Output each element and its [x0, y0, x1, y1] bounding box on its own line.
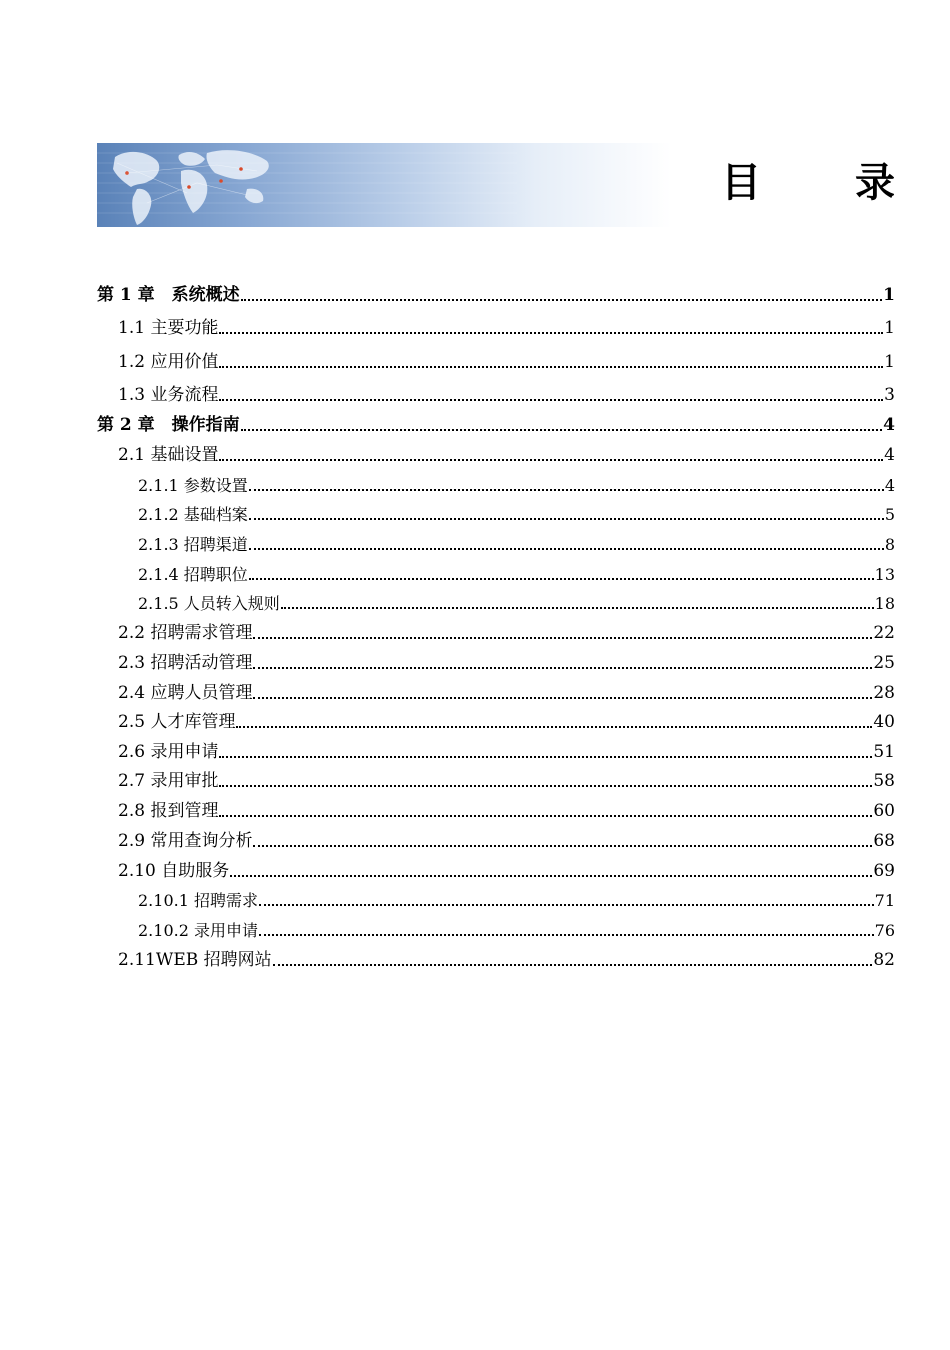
toc-label: 第 2 章 操作指南 [97, 415, 240, 435]
leader-dots [253, 831, 872, 847]
leader-dots [241, 285, 882, 301]
header-banner [97, 143, 935, 227]
toc-entry[interactable] [97, 278, 895, 304]
toc-page: 25 [873, 653, 895, 673]
leader-dots [249, 564, 874, 580]
toc-page: 76 [874, 921, 895, 940]
leader-dots [253, 653, 872, 669]
toc-label: 2.10.1 招聘需求 [138, 891, 258, 910]
toc-label: 2.1.2 基础档案 [138, 505, 248, 524]
leader-dots [219, 318, 883, 334]
toc-entry[interactable] [97, 735, 895, 761]
toc-label: 2.8 报到管理 [118, 801, 219, 821]
world-map-icon [97, 143, 517, 227]
leader-dots [259, 920, 874, 936]
toc-entry[interactable] [97, 616, 895, 642]
toc-label: 2.1.4 招聘职位 [138, 565, 248, 584]
toc-page: 28 [873, 683, 895, 703]
leader-dots [259, 890, 874, 906]
toc-page: 69 [873, 861, 895, 881]
toc-label: 2.5 人才库管理 [118, 712, 236, 732]
toc-page: 3 [884, 385, 895, 405]
toc-entry[interactable] [97, 705, 895, 731]
toc-entry[interactable] [97, 854, 895, 880]
toc-page: 1 [883, 285, 895, 305]
toc-entry[interactable] [97, 378, 895, 404]
leader-dots [219, 385, 883, 401]
toc-page: 58 [873, 771, 895, 791]
toc-page: 4 [884, 445, 895, 465]
toc-label: 第 1 章 系统概述 [97, 285, 240, 305]
toc-entry[interactable] [97, 586, 895, 612]
toc-page: 4 [883, 415, 895, 435]
toc-page: 13 [874, 565, 895, 584]
toc-entry[interactable] [97, 824, 895, 850]
toc-label: 2.7 录用审批 [118, 771, 219, 791]
toc-label: 1.1 主要功能 [118, 318, 219, 338]
leader-dots [249, 534, 884, 550]
leader-dots [253, 623, 872, 639]
toc-page: 60 [873, 801, 895, 821]
toc-page: 1 [884, 318, 895, 338]
toc-label: 2.1 基础设置 [118, 445, 219, 465]
leader-dots [219, 801, 872, 817]
toc-label: 2.1.3 招聘渠道 [138, 535, 248, 554]
toc-page: 4 [884, 476, 895, 495]
toc-label: 1.3 业务流程 [118, 385, 219, 405]
leader-dots [249, 475, 884, 491]
toc-label: 2.3 招聘活动管理 [118, 653, 253, 673]
toc-label: 2.10.2 录用申请 [138, 921, 258, 940]
toc-entry[interactable] [97, 913, 895, 939]
toc-entry[interactable] [97, 527, 895, 553]
leader-dots [219, 771, 872, 787]
toc-entry[interactable] [97, 311, 895, 337]
leader-dots [249, 504, 884, 520]
toc-label: 1.2 应用价值 [118, 352, 219, 372]
toc-entry[interactable] [97, 408, 895, 434]
toc-label: 2.11WEB 招聘网站 [118, 950, 272, 970]
toc-page: 22 [873, 623, 895, 643]
toc-entry[interactable] [97, 764, 895, 790]
leader-dots [273, 950, 873, 966]
toc-entry[interactable] [97, 497, 895, 523]
leader-dots [253, 683, 872, 699]
leader-dots [281, 593, 874, 609]
toc-label: 2.4 应聘人员管理 [118, 683, 253, 703]
page-title: 目 录 [721, 160, 935, 206]
leader-dots [219, 352, 883, 368]
toc-entry[interactable] [97, 676, 895, 702]
toc-page: 51 [873, 742, 895, 762]
toc-page: 82 [873, 950, 895, 970]
toc-label: 2.10 自助服务 [118, 861, 230, 881]
toc-entry[interactable] [97, 438, 895, 464]
toc-label: 2.1.5 人员转入规则 [138, 594, 280, 613]
toc-page: 8 [884, 535, 895, 554]
toc-page: 40 [873, 712, 895, 732]
toc-entry[interactable] [97, 345, 895, 371]
toc-entry[interactable] [97, 468, 895, 494]
toc-page: 68 [873, 831, 895, 851]
leader-dots [241, 415, 882, 431]
toc-entry[interactable] [97, 943, 895, 969]
leader-dots [219, 742, 872, 758]
toc-page: 18 [874, 594, 895, 613]
toc-page: 1 [884, 352, 895, 372]
leader-dots [236, 712, 872, 728]
toc-page: 71 [874, 891, 895, 910]
toc-entry[interactable] [97, 557, 895, 583]
toc-entry[interactable] [97, 646, 895, 672]
toc-label: 2.2 招聘需求管理 [118, 623, 253, 643]
leader-dots [219, 445, 883, 461]
toc-entry[interactable] [97, 883, 895, 909]
toc-label: 2.9 常用查询分析 [118, 831, 253, 851]
leader-dots [230, 861, 872, 877]
toc-entry[interactable] [97, 794, 895, 820]
toc-page: 5 [884, 505, 895, 524]
toc-label: 2.6 录用申请 [118, 742, 219, 762]
toc-label: 2.1.1 参数设置 [138, 476, 248, 495]
